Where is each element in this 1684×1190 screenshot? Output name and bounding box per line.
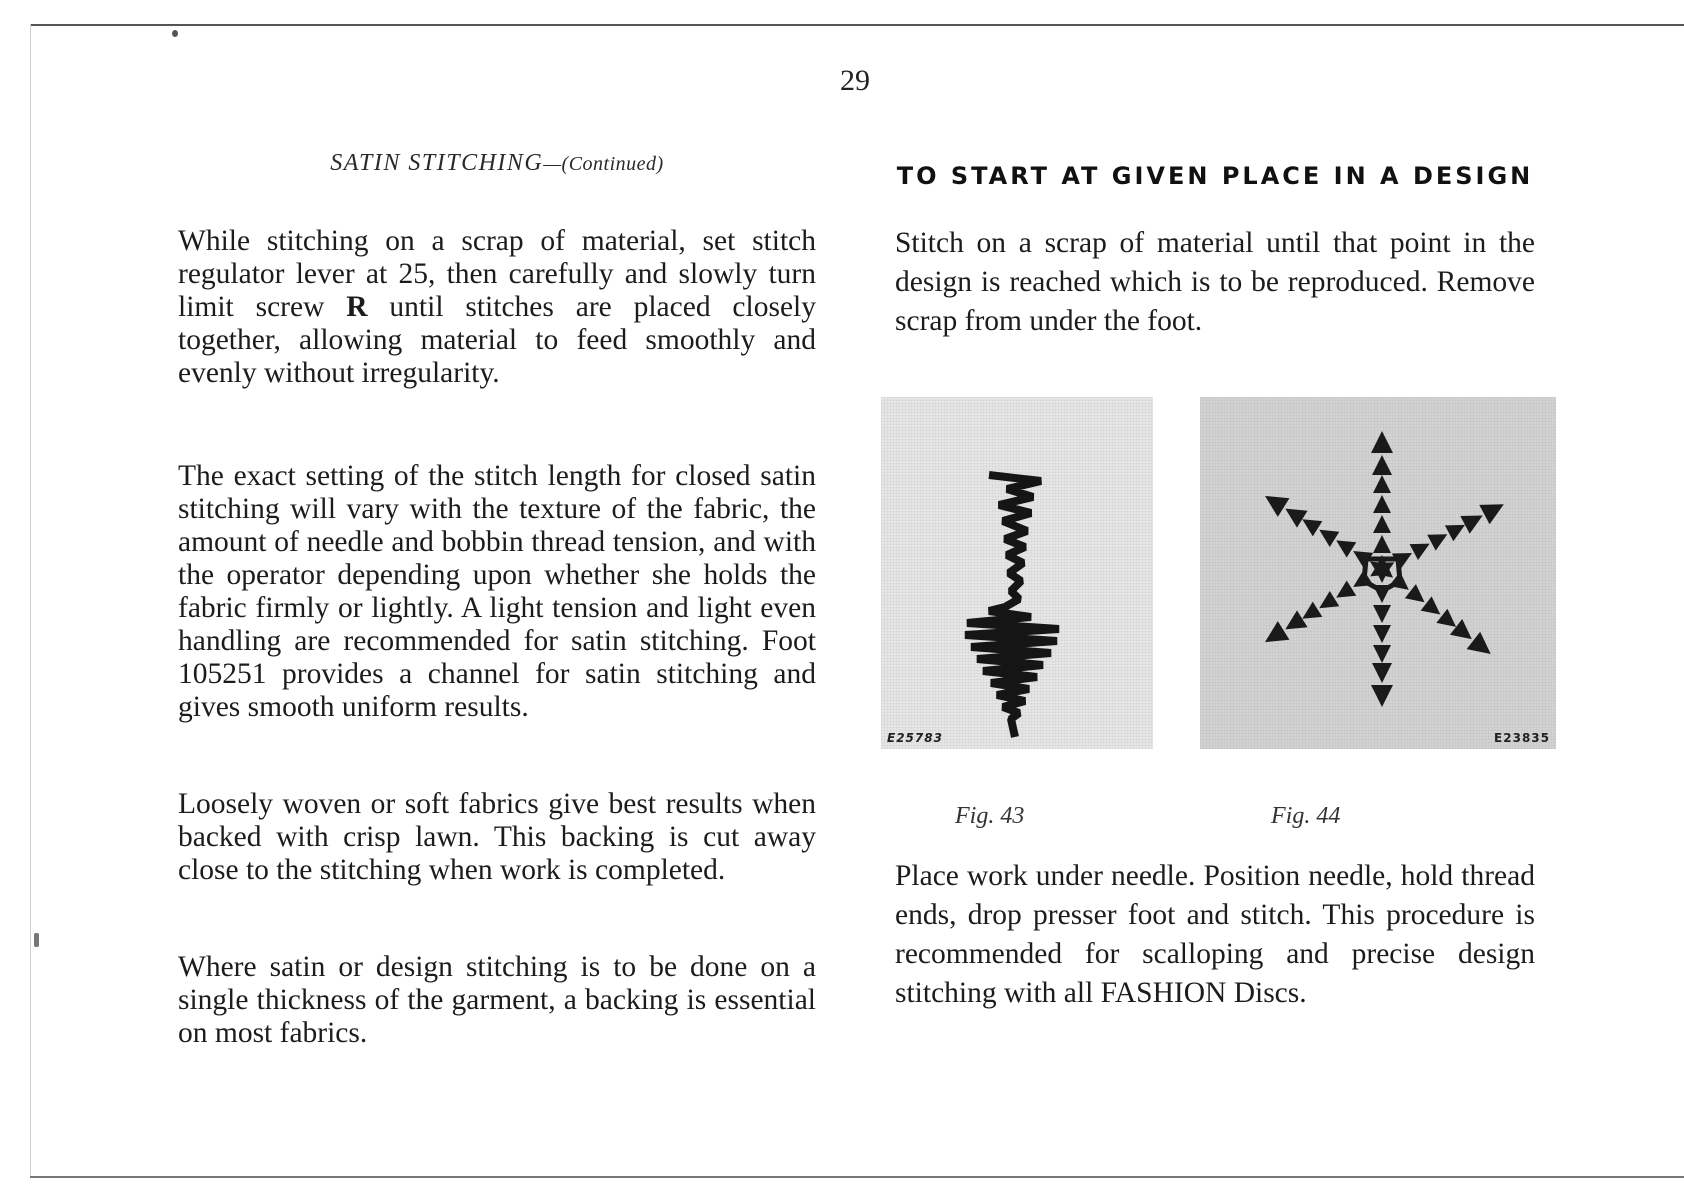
paragraph-backing: Where satin or design stitching is to be done on a single thickness of the garment, a backing is essential on most fabrics.: [178, 951, 816, 1049]
figure-44-caption: Fig. 44: [1271, 803, 1341, 829]
scan-speck: [172, 30, 178, 37]
paragraph-text: until stitches are placed closely together, allowing material to feed smoothly and evenly without irregularity.: [178, 291, 816, 389]
figure-43-image: [881, 397, 1153, 749]
section-title-text: SATIN STITCHING: [330, 150, 544, 176]
figure-43-caption: Fig. 43: [955, 803, 1025, 829]
section-title-start-design: TO START AT GIVEN PLACE IN A DESIGN: [896, 162, 1534, 190]
limit-screw-label: R: [346, 291, 368, 323]
section-title-suffix: —(Continued): [543, 153, 664, 175]
paragraph-loosely-woven: Loosely woven or soft fabrics give best results when backed with crisp lawn. This backing is cut away close to the stitching when work is completed.: [178, 788, 816, 886]
right-column: [887, 150, 1550, 1013]
paragraph-place-work: Place work under needle. Position needle, hold thread ends, drop presser foot and stitch. This procedure is recommended for scalloping and precise design stitching with all FASHION Discs.: [895, 860, 1535, 1009]
zigzag-stitch-illustration: [881, 397, 1153, 749]
section-title-satin-stitching: [178, 150, 816, 177]
figure-44-image: [1200, 397, 1556, 749]
paragraph-stitch-regulator: [178, 225, 816, 390]
page-number: 29: [840, 64, 870, 97]
page-top-edge: [30, 24, 1684, 26]
figure-44-code: E23835: [1494, 731, 1550, 745]
page-left-edge: [30, 24, 31, 1176]
star-stitch-illustration: [1200, 397, 1556, 749]
paragraph-text: While stitching on a scrap of material, set stitch regulator lever at 25, then carefully and slowly turn limit screw: [178, 225, 816, 323]
left-column: [178, 150, 816, 1120]
figure-43-code: E25783: [887, 731, 943, 745]
paragraph-stitch-length: The exact setting of the stitch length for closed satin stitching will vary with the texture of the fabric, the amount of needle and bobbin thread tension, and with the operator depending upon whether she holds the fabric firmly or lightly. A light tension and light even handling are recommended for satin stitching. Foot 105251 provides a channel for satin stitching and gives smooth uniform results.: [178, 460, 816, 723]
scan-speck: [34, 933, 39, 947]
page-bottom-edge: [30, 1176, 1684, 1178]
figures: [887, 397, 1550, 857]
paragraph-scrap: Stitch on a scrap of material until that point in the design is reached which is to be reproduced. Remove scrap from under the foot.: [895, 227, 1535, 337]
